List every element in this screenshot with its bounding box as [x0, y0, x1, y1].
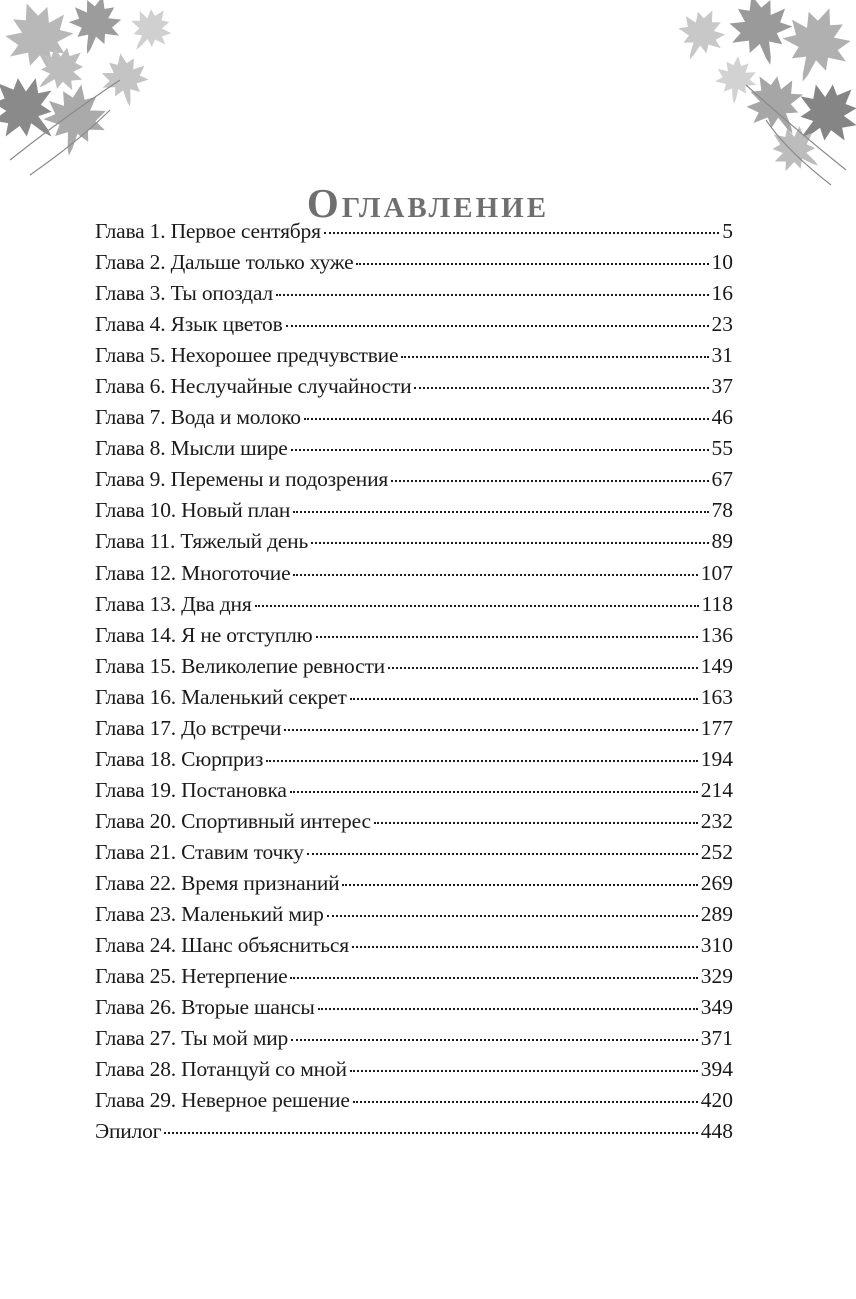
dot-leader — [388, 667, 698, 669]
toc-entry-page-number: 310 — [700, 933, 733, 958]
dot-leader — [290, 791, 698, 793]
toc-entry — [95, 682, 733, 713]
dot-leader — [327, 915, 698, 917]
toc-entry-page-number: 349 — [700, 995, 733, 1020]
toc-entry-title: Глава 8. Мысли шире — [95, 436, 288, 461]
toc-entry-title: Глава 15. Великолепие ревности — [95, 653, 385, 678]
toc-entry — [95, 558, 733, 589]
maple-leaves-left-icon — [0, 0, 200, 190]
toc-entry-page-number: 89 — [711, 529, 733, 554]
toc-entry — [95, 868, 733, 899]
toc-entry — [95, 775, 733, 806]
dot-leader — [353, 1101, 698, 1103]
dot-leader — [293, 574, 697, 576]
dot-leader — [350, 1070, 698, 1072]
toc-entry-title: Эпилог — [95, 1119, 162, 1144]
toc-entry-page-number: 269 — [700, 870, 733, 895]
toc-entry-page-number: 5 — [722, 219, 733, 243]
page-title: Оглавление — [306, 180, 550, 227]
dot-leader — [316, 636, 698, 638]
toc-entry-title: Глава 16. Маленький секрет — [95, 684, 347, 709]
toc-entry-title: Глава 14. Я не отступлю — [95, 622, 313, 647]
toc-entry-title: Глава 26. Вторые шансы — [95, 995, 315, 1020]
toc-entry-page-number: 329 — [700, 964, 733, 989]
toc-entry — [95, 433, 733, 464]
toc-entry — [95, 464, 733, 495]
dot-leader — [318, 1008, 698, 1010]
toc-entry-page-number: 16 — [711, 281, 733, 306]
toc-entry-title: Глава 17. До встречи — [95, 715, 282, 740]
toc-entry-page-number: 46 — [711, 405, 733, 430]
toc-entry — [95, 495, 733, 526]
dot-leader — [356, 263, 708, 265]
toc-entry-title: Глава 1. Первое сентября — [95, 219, 321, 243]
dot-leader — [164, 1132, 697, 1134]
dot-leader — [414, 387, 708, 389]
dot-leader — [307, 853, 698, 855]
toc-entry-title: Глава 2. Дальше только хуже — [95, 250, 354, 275]
toc-entry-page-number: 37 — [711, 374, 733, 399]
toc-entry — [95, 961, 733, 992]
toc-entry — [95, 744, 733, 775]
toc-entry-page-number: 420 — [700, 1088, 733, 1113]
dot-leader — [352, 946, 698, 948]
dot-leader — [304, 418, 709, 420]
toc-entry — [95, 1116, 733, 1147]
toc-entry-page-number: 118 — [701, 591, 733, 616]
toc-entry-title: Глава 4. Язык цветов — [95, 312, 283, 337]
toc-entry — [95, 340, 733, 371]
toc-entry-page-number: 371 — [700, 1026, 733, 1051]
maple-leaves-right-icon — [656, 0, 856, 190]
toc-entry-title: Глава 25. Нетерпение — [95, 964, 288, 989]
dot-leader — [311, 542, 708, 544]
toc-entry-page-number: 177 — [700, 715, 733, 740]
dot-leader — [391, 480, 708, 482]
toc-entry — [95, 247, 733, 278]
toc-entry-page-number: 107 — [700, 560, 733, 585]
toc-entry-page-number: 55 — [711, 436, 733, 461]
toc-entry — [95, 620, 733, 651]
table-of-contents — [95, 216, 733, 1147]
toc-entry-title: Глава 21. Ставим точку — [95, 839, 304, 864]
toc-entry-page-number: 23 — [711, 312, 733, 337]
toc-entry — [95, 216, 733, 247]
toc-entry-page-number: 163 — [700, 684, 733, 709]
toc-entry-page-number: 214 — [700, 777, 733, 802]
toc-entry — [95, 1023, 733, 1054]
dot-leader — [324, 232, 719, 234]
toc-entry-title: Глава 12. Многоточие — [95, 560, 291, 585]
toc-entry — [95, 899, 733, 930]
toc-entry-page-number: 67 — [711, 467, 733, 492]
toc-entry — [95, 992, 733, 1023]
dot-leader — [342, 884, 697, 886]
toc-entry-page-number: 78 — [711, 498, 733, 523]
toc-entry-title: Глава 6. Неслучайные случайности — [95, 374, 412, 399]
toc-entry-page-number: 194 — [700, 746, 733, 771]
toc-entry-page-number: 149 — [700, 653, 733, 678]
toc-entry-page-number: 31 — [711, 343, 733, 368]
toc-entry-title: Глава 3. Ты опоздал — [95, 281, 273, 306]
toc-entry-title: Глава 19. Постановка — [95, 777, 287, 802]
toc-entry-title: Глава 23. Маленький мир — [95, 902, 324, 927]
toc-entry-title: Глава 18. Сюрприз — [95, 746, 264, 771]
toc-entry-page-number: 289 — [700, 902, 733, 927]
dot-leader — [266, 760, 698, 762]
toc-entry-page-number: 232 — [700, 808, 733, 833]
toc-entry-title: Глава 13. Два дня — [95, 591, 252, 616]
toc-entry-title: Глава 11. Тяжелый день — [95, 529, 309, 554]
toc-entry — [95, 371, 733, 402]
toc-entry-page-number: 252 — [700, 839, 733, 864]
toc-entry-title: Глава 20. Спортивный интерес — [95, 808, 371, 833]
dot-leader — [293, 511, 708, 513]
toc-entry — [95, 278, 733, 309]
toc-entry — [95, 930, 733, 961]
toc-entry-title: Глава 7. Вода и молоко — [95, 405, 301, 430]
dot-leader — [276, 294, 709, 296]
toc-entry — [95, 402, 733, 433]
toc-entry-page-number: 448 — [700, 1119, 733, 1144]
toc-entry — [95, 651, 733, 682]
dot-leader — [291, 449, 709, 451]
toc-entry — [95, 1085, 733, 1116]
dot-leader — [350, 698, 698, 700]
toc-entry-title: Глава 10. Новый план — [95, 498, 291, 523]
toc-entry-title: Глава 9. Перемены и подозрения — [95, 467, 389, 492]
toc-entry — [95, 806, 733, 837]
toc-entry-title: Глава 5. Нехорошее предчувствие — [95, 343, 399, 368]
toc-entry — [95, 837, 733, 868]
dot-leader — [374, 822, 698, 824]
dot-leader — [290, 977, 697, 979]
toc-entry-title: Глава 27. Ты мой мир — [95, 1026, 289, 1051]
toc-entry — [95, 526, 733, 557]
toc-entry-title: Глава 29. Неверное решение — [95, 1088, 350, 1113]
dot-leader — [286, 325, 709, 327]
dot-leader — [284, 729, 698, 731]
toc-entry-page-number: 136 — [700, 622, 733, 647]
toc-entry — [95, 309, 733, 340]
toc-entry-title: Глава 22. Время признаний — [95, 870, 340, 895]
toc-entry-page-number: 394 — [700, 1057, 733, 1082]
dot-leader — [255, 605, 699, 607]
dot-leader — [401, 356, 708, 358]
toc-entry-title: Глава 28. Потанцуй со мной — [95, 1057, 347, 1082]
toc-entry — [95, 1054, 733, 1085]
toc-entry-title: Глава 24. Шанс объясниться — [95, 933, 349, 958]
toc-entry — [95, 713, 733, 744]
toc-entry-page-number: 10 — [711, 250, 733, 275]
toc-entry — [95, 589, 733, 620]
dot-leader — [291, 1039, 698, 1041]
